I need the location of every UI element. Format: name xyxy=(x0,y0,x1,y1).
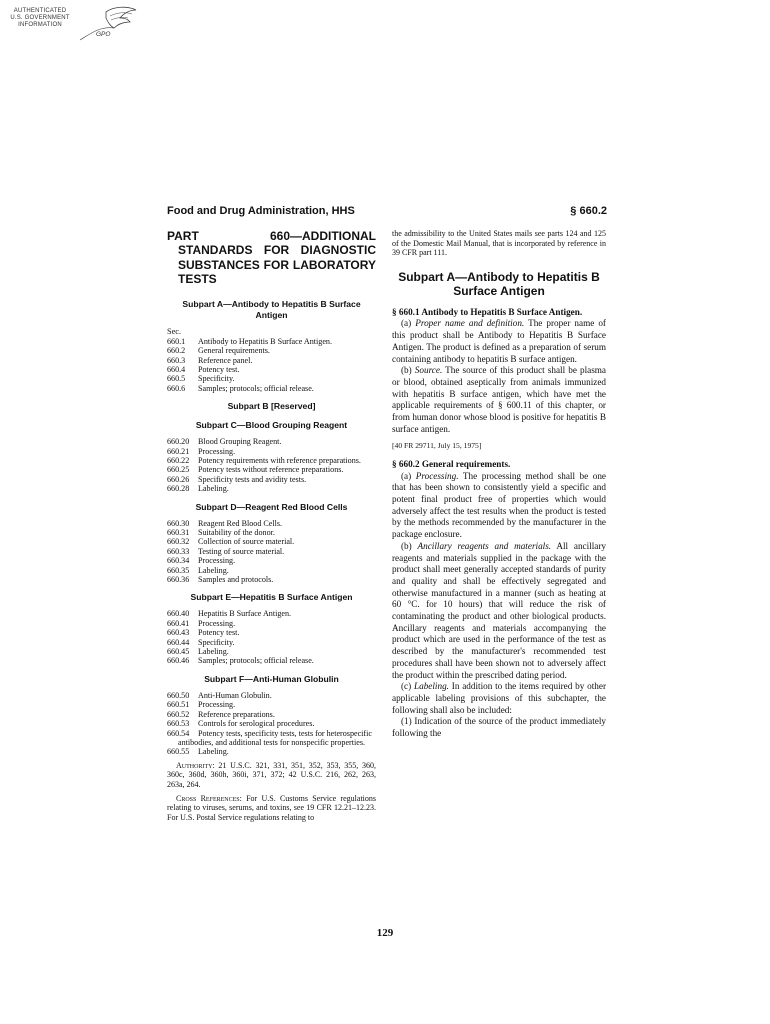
toc-item xyxy=(167,456,376,465)
toc-number: 660.52 xyxy=(167,709,190,719)
para-label: (b) xyxy=(401,365,412,376)
toc-text: Potency tests without reference preparations. xyxy=(198,465,344,475)
toc-item xyxy=(167,447,376,456)
toc-item xyxy=(167,575,376,584)
toc-item xyxy=(167,465,376,474)
toc-list xyxy=(167,609,376,665)
toc-text: Collection of source material. xyxy=(198,537,295,547)
toc-subpart-heading: Subpart B [Reserved] xyxy=(227,401,316,412)
toc-item xyxy=(167,729,376,748)
toc-item xyxy=(167,484,376,493)
toc-item xyxy=(167,475,376,484)
toc-item xyxy=(167,609,376,618)
toc-text: Specificity tests and avidity tests. xyxy=(198,474,307,484)
toc-item xyxy=(167,719,376,728)
paragraph-660-1-b xyxy=(392,365,606,435)
paragraph-660-2-c xyxy=(392,681,606,716)
toc-text: Anti-Human Globulin. xyxy=(198,690,272,700)
toc-text: Reference preparations. xyxy=(198,709,275,719)
toc-number: 660.21 xyxy=(167,446,190,456)
toc-number: 660.5 xyxy=(167,374,186,384)
toc-list xyxy=(167,337,376,393)
toc-text: Labeling. xyxy=(198,484,229,494)
toc-number: 660.3 xyxy=(167,355,186,365)
cross-references-text: For U.S. Customs Service regulations relating to viruses, serums, and toxins, see 19 CFR 12.21–12.23. For U.S. Postal Service regulations relating to xyxy=(167,793,377,822)
toc-item xyxy=(167,556,376,565)
toc-item xyxy=(167,374,376,383)
continued-paragraph: the admissibility to the United States mails see parts 124 and 125 of the Domestic Mail Manual, that is incorporated by reference in 39 CFR part 111. xyxy=(392,229,606,258)
toc-number: 660.40 xyxy=(167,609,190,619)
toc-item xyxy=(167,638,376,647)
toc-number: 660.33 xyxy=(167,546,190,556)
toc-item xyxy=(167,346,376,355)
toc-text: Labeling. xyxy=(198,647,229,657)
toc-text: Reference panel. xyxy=(198,355,253,365)
toc-number: 660.43 xyxy=(167,628,190,638)
toc-number: 660.30 xyxy=(167,518,190,528)
para-text: The source of this product shall be plasma or blood, obtained aseptically from animals immunized with hepatitis B surface antigen, which have met the applicable requirements of § 600.11 of this chapter, or from human donor whose blood is positive for hepatitis B surface antigen. xyxy=(392,365,606,434)
para-text: The processing method shall be one that has been shown to consistently yield a specific and potent final product free of properties which would adversely affect the test results when the product is tested by the methods recommended by the manufacturer in the package enclosure. xyxy=(392,470,607,540)
toc-text: Processing. xyxy=(198,446,236,456)
page-number: 129 xyxy=(376,927,394,939)
para-text: The proper name of this product shall be Antibody to Hepatitis B Surface Antigen. The product is defined as a preparation of serum containing antibody to hepatitis B surface antigen. xyxy=(392,318,606,364)
toc-text: Potency tests, specificity tests, tests for heterospecific antibodies, and additional tests for nonspecific properties. xyxy=(178,728,372,747)
seal-line: INFORMATION xyxy=(18,22,62,29)
toc-text: Processing. xyxy=(198,700,236,710)
toc-text: Testing of source material. xyxy=(198,546,285,556)
source-citation: [40 FR 29711, July 15, 1975] xyxy=(392,440,482,450)
toc-number: 660.45 xyxy=(167,647,190,657)
running-head-section: § 660.2 xyxy=(570,205,607,217)
right-column xyxy=(392,229,606,740)
toc-number: 660.26 xyxy=(167,474,190,484)
authority-note xyxy=(167,761,376,790)
toc-text: Processing. xyxy=(198,618,236,628)
para-label: (b) xyxy=(401,540,412,551)
toc-text: Processing. xyxy=(198,556,236,566)
toc-item xyxy=(167,691,376,700)
toc-number: 660.44 xyxy=(167,637,190,647)
toc-number: 660.54 xyxy=(167,728,190,738)
toc-number: 660.22 xyxy=(167,455,190,465)
toc-item xyxy=(167,547,376,556)
left-column xyxy=(167,229,376,822)
seal-line: AUTHENTICATED xyxy=(13,8,67,14)
toc-item xyxy=(167,437,376,446)
paragraph-660-2-c-1: (1) Indication of the source of the product immediately following the xyxy=(392,716,606,739)
toc-text: Potency test. xyxy=(198,364,240,374)
toc-number: 660.28 xyxy=(167,484,190,494)
toc-text: Hepatitis B Surface Antigen. xyxy=(198,609,292,619)
subpart-heading: Subpart A—Antibody to Hepatitis B Surface Antigen xyxy=(398,269,600,299)
eagle-seal-icon xyxy=(10,4,140,46)
toc-text: Samples; protocols; official release. xyxy=(198,656,314,666)
toc-item xyxy=(167,647,376,656)
running-head-agency: Food and Drug Administration, HHS xyxy=(167,205,355,217)
toc-number: 660.32 xyxy=(167,537,190,547)
toc-text: General requirements. xyxy=(198,346,270,356)
toc-text: Blood Grouping Reagent. xyxy=(198,437,282,447)
toc-number: 660.36 xyxy=(167,575,190,585)
para-title: Proper name and definition. xyxy=(415,318,525,329)
toc-subpart-heading: Subpart D—Reagent Red Blood Cells xyxy=(195,501,348,512)
toc-text: Samples and protocols. xyxy=(198,575,274,585)
paragraph-660-1-a xyxy=(392,318,606,365)
toc-number: 660.1 xyxy=(167,336,186,346)
cross-references-label: Cross References: xyxy=(176,793,242,803)
toc-number: 660.50 xyxy=(167,690,190,700)
toc-text: Antibody to Hepatitis B Surface Antigen. xyxy=(198,336,332,346)
toc-number: 660.4 xyxy=(167,364,186,374)
toc-item xyxy=(167,356,376,365)
para-text: In addition to the items required by other applicable labeling provisions of this subchapter, the following shall also be included: xyxy=(392,681,607,715)
paragraph-660-2-b xyxy=(392,541,606,681)
toc-text: Specificity. xyxy=(198,637,235,647)
toc-item xyxy=(167,365,376,374)
running-head xyxy=(167,205,607,221)
toc-item xyxy=(167,656,376,665)
toc-text: Potency requirements with reference preparations. xyxy=(198,455,361,465)
sec-label: Sec. xyxy=(167,326,182,336)
toc-item xyxy=(167,519,376,528)
toc-item xyxy=(167,337,376,346)
toc-list xyxy=(167,691,376,757)
toc-item xyxy=(167,566,376,575)
toc-number: 660.2 xyxy=(167,346,186,356)
toc-text: Labeling. xyxy=(198,565,229,575)
toc-item xyxy=(167,384,376,393)
toc-item xyxy=(167,537,376,546)
seal-gpo-text: GPO xyxy=(96,31,111,38)
toc-item xyxy=(167,628,376,637)
toc-number: 660.41 xyxy=(167,618,190,628)
toc-text: Reagent Red Blood Cells. xyxy=(198,518,283,528)
toc-subpart-heading: Subpart F—Anti-Human Globulin xyxy=(204,673,339,684)
section-heading-660-1: § 660.1 Antibody to Hepatitis B Surface Antigen. xyxy=(392,306,583,317)
toc-item xyxy=(167,700,376,709)
toc-text: Labeling. xyxy=(198,747,229,757)
toc-text: Specificity. xyxy=(198,374,235,384)
toc-number: 660.34 xyxy=(167,556,190,566)
para-title: Source. xyxy=(414,365,443,376)
toc-number: 660.46 xyxy=(167,656,190,666)
part-title: PART 660—ADDITIONAL STANDARDS FOR DIAGNOSTIC SUBSTANCES FOR LABORATORY TESTS xyxy=(167,229,376,287)
toc-text: Suitability of the donor. xyxy=(198,528,275,537)
toc-number: 660.20 xyxy=(167,437,190,447)
toc-subpart-heading: Subpart A—Antibody to Hepatitis B Surface Antigen xyxy=(182,298,361,320)
toc-list xyxy=(167,519,376,585)
para-label: (c) xyxy=(401,681,412,692)
section-heading-660-2: § 660.2 General requirements. xyxy=(392,458,511,469)
toc-item xyxy=(167,747,376,756)
para-text: All ancillary reagents and materials supplied in the package with the product shall meet generally accepted standards of purity and quality and shall be effectively segregated and otherwise manufactured in a manner (such as heating at 60 °C. for 10 hours) that will reduce the risk of contaminating the product and other biological products. Ancillary reagents and materials accompanying the product which are used in the performance of the test as described by the manufacturer's recommended test procedures shall have been shown not to adversely affect the product within the prescribed dating period. xyxy=(392,540,607,680)
toc-item xyxy=(167,710,376,719)
toc-text: Samples; protocols; official release. xyxy=(198,383,314,393)
authority-label: Authority: xyxy=(176,760,215,770)
para-title: Labeling. xyxy=(414,681,449,692)
toc-number: 660.31 xyxy=(167,528,190,537)
toc-number: 660.35 xyxy=(167,565,190,575)
para-label: (a) xyxy=(401,318,412,329)
toc-list xyxy=(167,437,376,493)
para-title: Ancillary reagents and materials. xyxy=(417,540,552,551)
toc-text: Controls for serological procedures. xyxy=(198,719,315,729)
cross-references-note xyxy=(167,794,376,823)
toc-subpart-heading: Subpart C—Blood Grouping Reagent xyxy=(195,420,348,431)
toc-item xyxy=(167,619,376,628)
seal-line: U.S. GOVERNMENT xyxy=(10,15,70,22)
authority-text: 21 U.S.C. 321, 331, 351, 352, 353, 355, 360, 360c, 360d, 360h, 360i, 371, 372; 42 U.S.C. 216, 262, 263, 263a, 264. xyxy=(167,760,376,789)
para-title: Processing. xyxy=(415,470,459,481)
gpo-authentication-seal xyxy=(10,4,140,46)
paragraph-660-2-a xyxy=(392,471,606,541)
toc-number: 660.51 xyxy=(167,700,190,710)
toc-number: 660.55 xyxy=(167,747,190,757)
para-label: (a) xyxy=(401,470,412,481)
toc-item xyxy=(167,528,376,537)
toc-number: 660.25 xyxy=(167,465,190,475)
toc-number: 660.53 xyxy=(167,719,190,729)
toc-text: Potency test. xyxy=(198,628,240,638)
toc-number: 660.6 xyxy=(167,383,186,393)
toc-subpart-heading: Subpart E—Hepatitis B Surface Antigen xyxy=(190,592,353,603)
